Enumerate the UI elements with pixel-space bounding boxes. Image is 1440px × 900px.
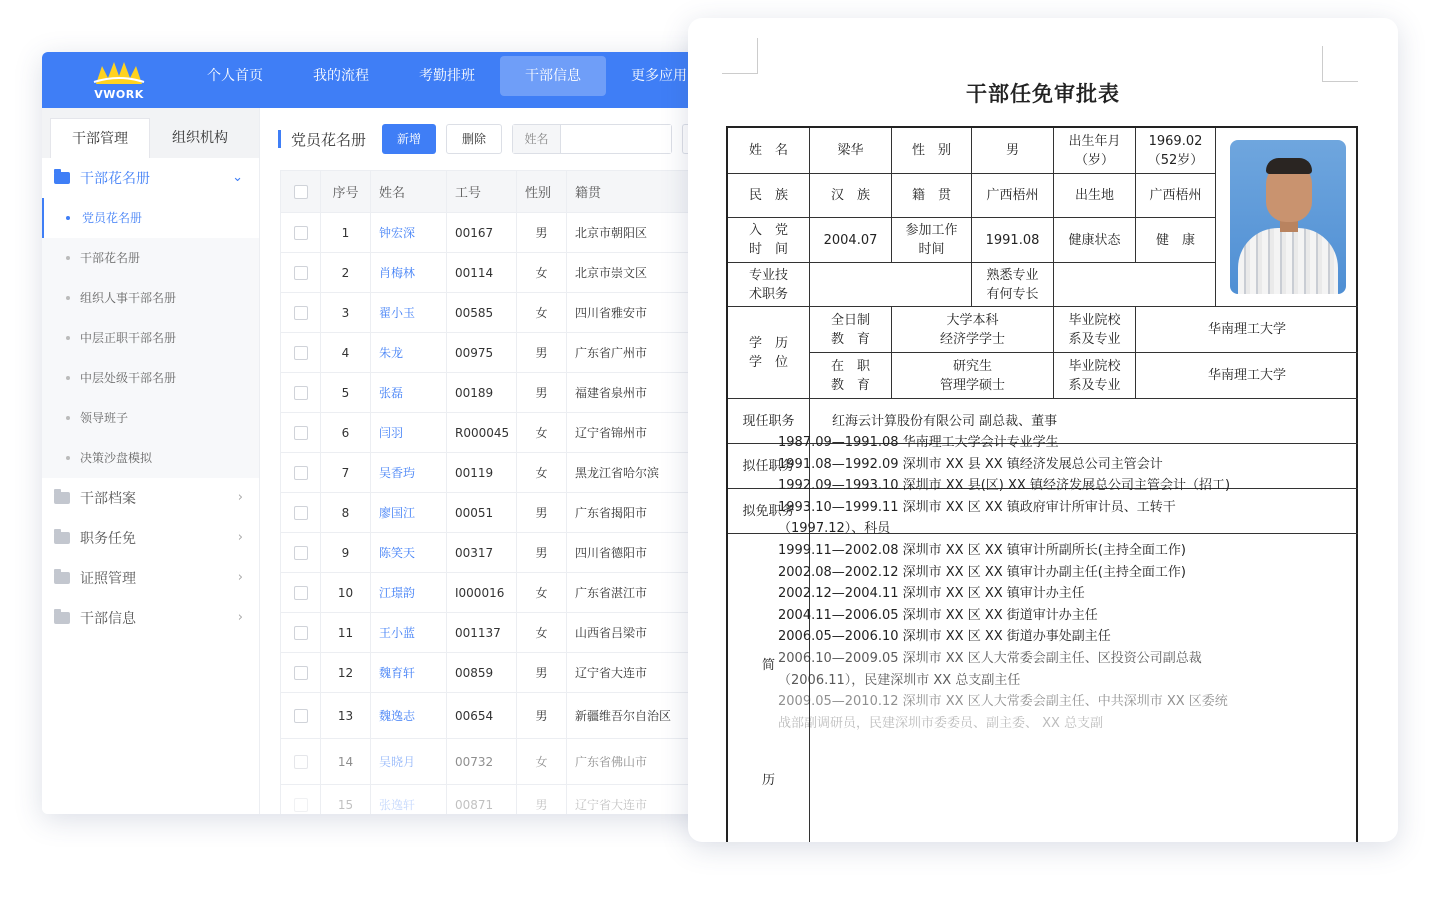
chevron-right-icon: › [237, 490, 243, 505]
row-index: 1 [321, 213, 371, 253]
row-select-cell[interactable] [281, 493, 321, 533]
chevron-down-icon: ⌄ [232, 170, 243, 185]
top-nav-bar [42, 52, 742, 108]
chevron-right-icon: › [237, 610, 243, 625]
row-employee-id: 00167 [447, 213, 517, 253]
folder-icon [54, 172, 70, 184]
row-employee-id: 00585 [447, 293, 517, 333]
row-gender: 男 [517, 493, 567, 533]
nav-more-apps[interactable]: 更多应用 [631, 68, 687, 84]
select-all-checkbox[interactable] [294, 185, 308, 199]
row-select-cell[interactable] [281, 453, 321, 493]
label-education: 学 历 学 位 [728, 307, 810, 399]
row-employee-id: 00975 [447, 333, 517, 373]
row-employee-id: 00654 [447, 693, 517, 739]
row-checkbox[interactable] [294, 546, 308, 560]
row-checkbox[interactable] [294, 755, 308, 769]
resume-line: 2006.10—2009.05 深圳市 XX 区人大常委会副主任、区投资公司副总裁 [778, 650, 1202, 666]
resume-text [778, 432, 1308, 734]
value-work-start: 1991.08 [972, 218, 1054, 263]
tab-cadre-management[interactable]: 干部管理 [50, 118, 150, 158]
value-join-party: 2004.07 [810, 218, 892, 263]
nav-home[interactable]: 个人首页 [207, 68, 263, 84]
row-select-cell[interactable] [281, 373, 321, 413]
value-birthplace: 广西梧州 [1136, 174, 1216, 218]
row-employee-id: 001137 [447, 613, 517, 653]
row-employee-id: I000016 [447, 573, 517, 613]
crop-mark [722, 38, 758, 74]
resume-line: 2002.08—2002.12 深圳市 XX 区 XX 镇审计办副主任(主持全面工作) [778, 564, 1186, 580]
resume-label-2: 历 [761, 773, 775, 788]
table-header-row [281, 171, 701, 213]
main-nav [182, 52, 712, 108]
row-checkbox[interactable] [294, 626, 308, 640]
row-index: 8 [321, 493, 371, 533]
photo-shirt [1238, 228, 1338, 294]
label-work-start: 参加工作 时间 [892, 218, 972, 263]
row-employee-id: 00051 [447, 493, 517, 533]
row-origin: 北京市朝阳区 [567, 213, 701, 253]
table-row[interactable] [281, 653, 701, 693]
value-gender: 男 [972, 128, 1054, 174]
table-row[interactable] [281, 453, 701, 493]
table-row[interactable] [281, 213, 701, 253]
row-name[interactable]: 钟宏深 [371, 213, 447, 253]
search-label: 姓名 [513, 125, 561, 153]
row-select-cell[interactable] [281, 739, 321, 785]
row-select-cell[interactable] [281, 613, 321, 653]
row-checkbox[interactable] [294, 426, 308, 440]
label-removed-position: 拟免职务 [728, 489, 810, 534]
row-index: 2 [321, 253, 371, 293]
resume-line: 1992.09—1993.10 深圳市 XX 县(区) XX 镇经济发展总公司主管会计（招工) [778, 478, 1231, 494]
row-gender: 女 [517, 293, 567, 333]
label-join-party: 入 党 时 间 [728, 218, 810, 263]
row-gender: 男 [517, 213, 567, 253]
row-index: 7 [321, 453, 371, 493]
row-gender: 男 [517, 693, 567, 739]
row-employee-id: 00119 [447, 453, 517, 493]
row-gender: 女 [517, 739, 567, 785]
sidebar-item-leadership[interactable]: 领导班子 [42, 398, 259, 438]
menu-group-label: 干部信息 [80, 611, 136, 627]
nav-my-workflow[interactable]: 我的流程 [313, 68, 369, 84]
hr-app-window [42, 52, 742, 814]
value-professional-title [810, 263, 972, 307]
row-origin: 辽宁省大连市 [567, 653, 701, 693]
row-origin: 新疆维吾尔自治区 [567, 693, 701, 739]
value-current-position: 红海云计算股份有限公司 副总裁、董事 [810, 399, 1358, 444]
row-origin: 福建省泉州市 [567, 373, 701, 413]
resume-line: 战部副调研员，民建深圳市委委员、副主委、 XX 总支副 [778, 715, 1104, 731]
row-employee-id: 00189 [447, 373, 517, 413]
row-origin: 北京市崇文区 [567, 253, 701, 293]
value-inservice-degree: 研究生 管理学硕士 [892, 353, 1054, 399]
row-index: 12 [321, 653, 371, 693]
row-employee-id: 00114 [447, 253, 517, 293]
value-ethnicity: 汉 族 [810, 174, 892, 218]
value-expertise [1054, 263, 1216, 307]
row-employee-id: 00859 [447, 653, 517, 693]
row-index: 6 [321, 413, 371, 453]
crop-mark [1322, 46, 1358, 82]
row-origin: 辽宁省大连市 [567, 785, 701, 815]
name-search [512, 124, 672, 154]
value-name: 梁华 [810, 128, 892, 174]
sidebar [42, 108, 260, 814]
table-row[interactable] [281, 573, 701, 613]
row-select-cell[interactable] [281, 693, 321, 739]
row-name[interactable]: 江璟韵 [371, 573, 447, 613]
label-gender: 性 别 [892, 128, 972, 174]
row-select-cell[interactable] [281, 533, 321, 573]
row-gender: 男 [517, 653, 567, 693]
row-name[interactable]: 陈笑天 [371, 533, 447, 573]
row-select-cell[interactable] [281, 333, 321, 373]
label-inservice-school: 毕业院校 系及专业 [1054, 353, 1136, 399]
row-checkbox[interactable] [294, 586, 308, 600]
label-inservice-education: 在 职 教 育 [810, 353, 892, 399]
label-fulltime-school: 毕业院校 系及专业 [1054, 307, 1136, 353]
row-name[interactable]: 肖梅林 [371, 253, 447, 293]
folder-icon [54, 612, 70, 624]
row-gender: 女 [517, 573, 567, 613]
resume-line: 2009.05—2010.12 深圳市 XX 区人大常委会副主任、中共深圳市 XX 区委统 [778, 694, 1228, 710]
column-header: 序号 [321, 171, 371, 213]
table-row[interactable] [281, 373, 701, 413]
roster-table-body [281, 213, 701, 815]
value-origin: 广西梧州 [972, 174, 1054, 218]
row-index: 4 [321, 333, 371, 373]
menu-group-label: 证照管理 [80, 571, 136, 587]
search-input[interactable] [561, 125, 671, 153]
row-gender: 女 [517, 613, 567, 653]
toolbar [260, 108, 742, 170]
table-row[interactable] [281, 293, 701, 333]
row-employee-id: R000045 [447, 413, 517, 453]
row-select-cell[interactable] [281, 653, 321, 693]
row-select-cell[interactable] [281, 785, 321, 815]
row-gender: 男 [517, 785, 567, 815]
row-origin: 广东省广州市 [567, 333, 701, 373]
row-gender: 女 [517, 413, 567, 453]
resume-line: 1987.09—1991.08 华南理工大学会计专业学生 [778, 435, 1059, 450]
label-fulltime-education: 全日制 教 育 [810, 307, 892, 353]
menu-group-label: 职务任免 [80, 531, 136, 547]
row-origin: 四川省德阳市 [567, 533, 701, 573]
nav-attendance[interactable]: 考勤排班 [419, 68, 475, 84]
add-button[interactable]: 新增 [382, 124, 436, 154]
photo-cell [1216, 128, 1358, 307]
row-name[interactable]: 张磊 [371, 373, 447, 413]
row-checkbox[interactable] [294, 466, 308, 480]
table-row[interactable] [281, 413, 701, 453]
table-row[interactable] [281, 333, 701, 373]
menu-group-cadre-info[interactable] [42, 598, 259, 638]
row-select-cell[interactable] [281, 573, 321, 613]
row-index: 5 [321, 373, 371, 413]
row-index: 13 [321, 693, 371, 739]
label-ethnicity: 民 族 [728, 174, 810, 218]
row-origin: 广东省揭阳市 [567, 493, 701, 533]
row-index: 10 [321, 573, 371, 613]
row-checkbox[interactable] [294, 226, 308, 240]
title-accent-bar [278, 130, 281, 148]
folder-icon [54, 532, 70, 544]
row-name[interactable]: 廖国江 [371, 493, 447, 533]
row-gender: 男 [517, 533, 567, 573]
folder-icon [54, 492, 70, 504]
value-health: 健 康 [1136, 218, 1216, 263]
row-checkbox[interactable] [294, 798, 308, 812]
resume-line: （2006.11），民建深圳市 XX 总支副主任 [778, 672, 1021, 688]
resume-line: 1993.10—1999.11 深圳市 XX 区 XX 镇政府审计所审计员、工转干 [778, 499, 1176, 515]
value-fulltime-school: 华南理工大学 [1136, 307, 1358, 353]
column-header: 籍贯 [567, 171, 701, 213]
row-select-cell[interactable] [281, 253, 321, 293]
row-index: 11 [321, 613, 371, 653]
row-name[interactable]: 朱龙 [371, 333, 447, 373]
label-professional-title: 专业技 术职务 [728, 263, 810, 307]
label-current-position: 现任职务 [728, 399, 810, 444]
sidebar-item-cadre-roster[interactable]: 干部花名册 [42, 238, 259, 278]
label-proposed-position: 拟任职务 [728, 444, 810, 489]
chevron-right-icon: › [237, 530, 243, 545]
row-name[interactable]: 翟小玉 [371, 293, 447, 333]
resume-line: 1991.08—1992.09 深圳市 XX 县 XX 镇经济发展总公司主管会计 [778, 456, 1163, 472]
label-name: 姓 名 [728, 128, 810, 174]
resume-line: 1999.11—2002.08 深圳市 XX 区 XX 镇审计所副所长(主持全面工作) [778, 542, 1186, 558]
table-row[interactable] [281, 693, 701, 739]
main-content [260, 108, 742, 814]
row-checkbox[interactable] [294, 266, 308, 280]
label-birth: 出生年月 （岁） [1054, 128, 1136, 174]
label-origin: 籍 贯 [892, 174, 972, 218]
sidebar-item-mid-chief-roster[interactable]: 中层正职干部名册 [42, 318, 259, 358]
column-header: 工号 [447, 171, 517, 213]
nav-cadre-info[interactable]: 干部信息 [500, 56, 606, 96]
row-checkbox[interactable] [294, 709, 308, 723]
row-index: 14 [321, 739, 371, 785]
label-health: 健康状态 [1054, 218, 1136, 263]
row-employee-id: 00732 [447, 739, 517, 785]
sidebar-item-party-roster[interactable]: 党员花名册 [42, 198, 259, 238]
delete-button[interactable]: 删除 [446, 124, 502, 154]
value-fulltime-degree: 大学本科 经济学学士 [892, 307, 1054, 353]
page-title: 党员花名册 [291, 130, 367, 149]
sidebar-item-mid-division-roster[interactable]: 中层处级干部名册 [42, 358, 259, 398]
select-all-cell[interactable] [281, 171, 321, 213]
column-header: 姓名 [371, 171, 447, 213]
sidebar-item-org-hr-roster[interactable]: 组织人事干部名册 [42, 278, 259, 318]
table-row[interactable] [281, 785, 701, 815]
menu-group-certificates[interactable] [42, 558, 259, 598]
row-select-cell[interactable] [281, 413, 321, 453]
menu-group-appointment[interactable] [42, 518, 259, 558]
chevron-right-icon: › [237, 570, 243, 585]
row-origin: 辽宁省锦州市 [567, 413, 701, 453]
table-row[interactable] [281, 739, 701, 785]
menu-group-label: 干部花名册 [80, 171, 150, 187]
sidebar-item-sandbox[interactable]: 决策沙盘模拟 [42, 438, 259, 478]
row-origin: 黑龙江省哈尔滨 [567, 453, 701, 493]
row-gender: 男 [517, 373, 567, 413]
document-title: 干部任免审批表 [966, 82, 1120, 106]
row-name[interactable]: 吴香玙 [371, 453, 447, 493]
table-row[interactable] [281, 253, 701, 293]
logo-text: VWORK [94, 88, 144, 101]
row-gender: 女 [517, 453, 567, 493]
label-expertise: 熟悉专业 有何专长 [972, 263, 1054, 307]
resume-line: （1997.12）、科员 [778, 521, 891, 537]
submenu-list [42, 198, 259, 478]
row-name[interactable]: 王小蓝 [371, 613, 447, 653]
row-origin: 广东省湛江市 [567, 573, 701, 613]
row-origin: 广东省佛山市 [567, 739, 701, 785]
menu-group-cadre-roster[interactable] [42, 158, 259, 198]
row-gender: 女 [517, 253, 567, 293]
menu-group-label: 干部档案 [80, 491, 136, 507]
row-index: 15 [321, 785, 371, 815]
row-checkbox[interactable] [294, 306, 308, 320]
roster-table [280, 170, 701, 814]
resume-label-1: 简 [761, 658, 775, 673]
row-select-cell[interactable] [281, 213, 321, 253]
row-origin: 山西省吕梁市 [567, 613, 701, 653]
row-checkbox[interactable] [294, 506, 308, 520]
row-checkbox[interactable] [294, 346, 308, 360]
label-birthplace: 出生地 [1054, 174, 1136, 218]
row-employee-id: 00871 [447, 785, 517, 815]
row-checkbox[interactable] [294, 386, 308, 400]
row-name[interactable]: 魏逸志 [371, 693, 447, 739]
menu-group-cadre-archive[interactable] [42, 478, 259, 518]
row-name[interactable]: 吴晓月 [371, 739, 447, 785]
table-row[interactable] [281, 493, 701, 533]
sidebar-tabs [42, 108, 259, 158]
resume-line: 2002.12—2004.11 深圳市 XX 区 XX 镇审计办主任 [778, 586, 1085, 602]
photo-hair [1266, 158, 1312, 174]
column-header: 性别 [517, 171, 567, 213]
row-gender: 男 [517, 333, 567, 373]
tab-organization[interactable]: 组织机构 [172, 130, 228, 146]
row-index: 3 [321, 293, 371, 333]
row-index: 9 [321, 533, 371, 573]
row-name[interactable]: 张逸轩 [371, 785, 447, 815]
row-origin: 四川省雅安市 [567, 293, 701, 333]
resume-line: 2004.11—2006.05 深圳市 XX 区 XX 街道审计办主任 [778, 607, 1098, 623]
portrait-photo [1230, 140, 1346, 294]
row-name[interactable]: 闫羽 [371, 413, 447, 453]
resume-line: 2006.05—2006.10 深圳市 XX 区 XX 街道办事处副主任 [778, 629, 1111, 645]
folder-icon [54, 572, 70, 584]
approval-form-document [688, 18, 1398, 842]
table-row[interactable] [281, 533, 701, 573]
crown-logo-icon [88, 58, 150, 90]
row-checkbox[interactable] [294, 666, 308, 680]
row-select-cell[interactable] [281, 293, 321, 333]
row-name[interactable]: 魏育轩 [371, 653, 447, 693]
table-row[interactable] [281, 613, 701, 653]
vwork-logo[interactable] [88, 58, 150, 102]
value-inservice-school: 华南理工大学 [1136, 353, 1358, 399]
value-birth: 1969.02 （52岁） [1136, 128, 1216, 174]
row-employee-id: 00317 [447, 533, 517, 573]
